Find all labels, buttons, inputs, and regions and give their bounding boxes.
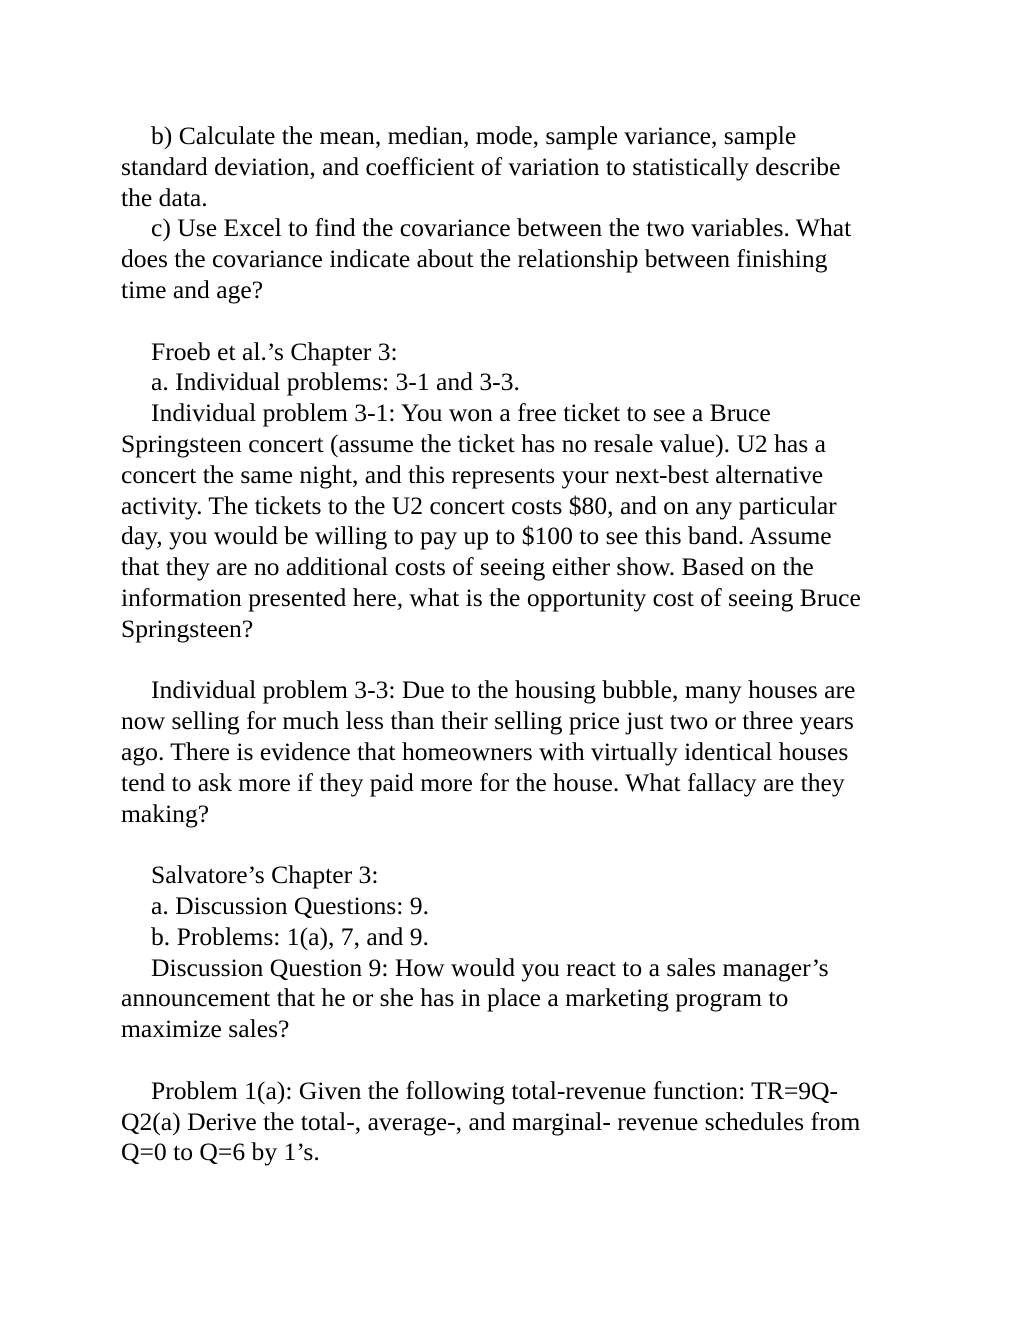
text-line: Discussion Question 9: How would you react to a sales manager’s: [151, 952, 829, 982]
text-line: tend to ask more if they paid more for the house. What fallacy are they: [121, 767, 845, 797]
text-line: a. Discussion Questions: 9.: [151, 890, 429, 920]
text-line: Springsteen?: [121, 613, 254, 643]
text-line: Q=0 to Q=6 by 1’s.: [121, 1137, 320, 1167]
blank-line: [121, 306, 911, 337]
text-line: announcement that he or she has in place a marketing program to: [121, 983, 789, 1013]
text-line: day, you would be willing to pay up to $100 to see this band. Assume: [121, 521, 832, 551]
text-line: c) Use Excel to find the covariance between the two variables. What: [151, 213, 852, 243]
text-line: Q2(a) Derive the total-, average-, and marginal- revenue schedules from: [121, 1106, 861, 1136]
text-line: making?: [121, 798, 210, 828]
blank-line: [121, 645, 911, 676]
text-line: information presented here, what is the opportunity cost of seeing Bruce: [121, 582, 861, 612]
text-line: Problem 1(a): Given the following total-revenue function: TR=9Q-: [151, 1075, 839, 1105]
text-line: a. Individual problems: 3-1 and 3-3.: [151, 367, 520, 397]
text-line: Individual problem 3-1: You won a free ticket to see a Bruce: [151, 398, 771, 428]
blank-line: [121, 829, 911, 860]
text-line: Individual problem 3-3: Due to the housing bubble, many houses are: [151, 675, 856, 705]
text-line: now selling for much less than their selling price just two or three years: [121, 706, 854, 736]
text-line: Salvatore’s Chapter 3:: [151, 860, 379, 890]
text-line: the data.: [121, 182, 208, 212]
text-line: b. Problems: 1(a), 7, and 9.: [151, 921, 429, 951]
text-line: ago. There is evidence that homeowners with virtually identical houses: [121, 736, 849, 766]
text-line: Springsteen concert (assume the ticket has no resale value). U2 has a: [121, 428, 827, 458]
text-line: Froeb et al.’s Chapter 3:: [151, 336, 398, 366]
text-line: does the covariance indicate about the relationship between finishing: [121, 244, 828, 274]
document-page: [121, 121, 911, 1168]
text-line: concert the same night, and this represents your next-best alternative: [121, 459, 824, 489]
text-line: time and age?: [121, 274, 264, 304]
blank-line: [121, 1045, 911, 1076]
text-line: that they are no additional costs of seeing either show. Based on the: [121, 552, 814, 582]
text-line: standard deviation, and coefficient of variation to statistically describe: [121, 151, 841, 181]
text-line: activity. The tickets to the U2 concert costs $80, and on any particular: [121, 490, 837, 520]
text-line: b) Calculate the mean, median, mode, sample variance, sample: [151, 121, 797, 150]
text-line: maximize sales?: [121, 1014, 290, 1044]
